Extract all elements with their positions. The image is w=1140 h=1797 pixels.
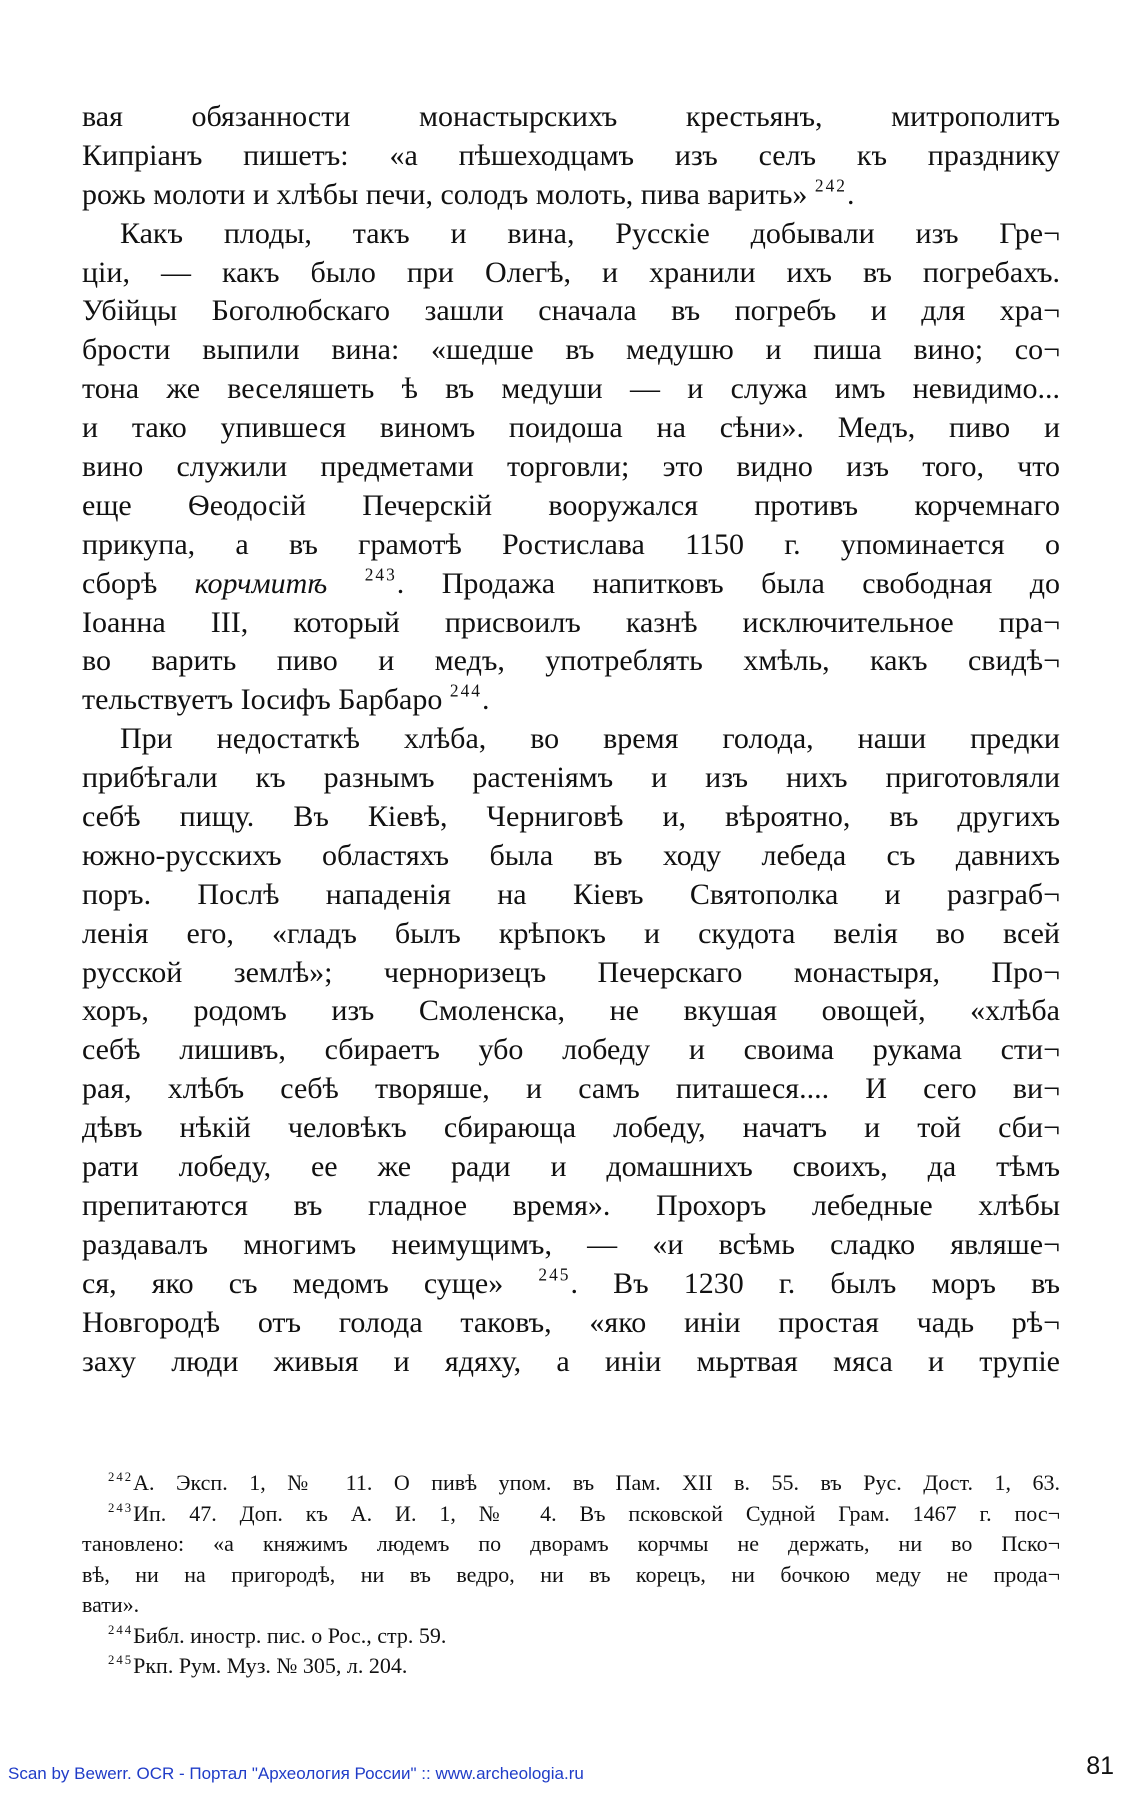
text-line: ціи, — какъ было при Олегѣ, и хранили ихъ въ погребахъ. xyxy=(82,255,1060,289)
footnote-number: 242 xyxy=(108,1469,134,1484)
text-line: поръ. Послѣ нападенія на Кіевъ Святополка и разграб¬ xyxy=(82,877,1060,911)
footnote-line: вѣ, ни на пригородѣ, ни въ ведро, ни въ корецъ, ни бочкою меду не прода¬ xyxy=(82,1561,1060,1587)
text-line: себѣ пищу. Въ Кіевѣ, Черниговѣ и, вѣроятно, въ другихъ xyxy=(82,800,1060,834)
text-line: себѣ лишивъ, сбираетъ убо лобеду и своима рукама сти¬ xyxy=(82,1033,1060,1067)
text-line: прибѣгали къ разнымъ растеніямъ и изъ нихъ приготовляли xyxy=(82,761,1060,795)
text-line: Кипріанъ пишетъ: «а пѣшеходцамъ изъ селъ къ празднику xyxy=(82,138,1060,172)
text-line: При недостаткѣ хлѣба, во время голода, наши предки xyxy=(120,722,1060,756)
text-line: рая, хлѣбъ себѣ творяше, и самъ питашеся.... И сего ви¬ xyxy=(82,1072,1060,1106)
footnote-242: $^{242}$А. Эксп. 1, № 11. О пивѣ упом. въ Пам. XII в. 55. въ Рус. Дост. 1, 63. xyxy=(108,1469,1060,1495)
footnote-244: $^{244}$Библ. иностр. пис. о Рос., стр. 59. xyxy=(108,1622,447,1648)
italic-term: корчмитѣ xyxy=(194,566,328,600)
footnotes xyxy=(82,1468,1060,1682)
text-line: Убійцы Боголюбскаго зашли сначала въ погребъ и для хра¬ xyxy=(82,294,1060,328)
text-line: дѣвъ нѣкій человѣкъ сбирающа лобеду, начатъ и той сби¬ xyxy=(82,1111,1060,1145)
text-line: ленія его, «гладъ былъ крѣпокъ и скудота велія во всей xyxy=(82,916,1060,950)
text-line: южно-русскихъ областяхъ была въ ходу лебеда съ давнихъ xyxy=(82,838,1060,872)
footnote-ref-244: 244 xyxy=(449,680,482,701)
footnote-243: $^{243}$Ип. 47. Доп. къ А. И. 1, № 4. Въ псковской Судной Грам. 1467 г. пос¬ xyxy=(108,1500,1060,1526)
text-line: во варить пиво и медъ, употреблять хмѣль, какъ свидѣ¬ xyxy=(82,644,1060,678)
footnote-number: 243 xyxy=(108,1500,134,1515)
text-line: Новгородѣ отъ голода таковъ, «яко иніи простая чадь рѣ¬ xyxy=(82,1305,1060,1339)
text-line: прикупа, а въ грамотѣ Ростислава 1150 г. упоминается о xyxy=(82,527,1060,561)
text-line: препитаются въ гладное время». Прохоръ лебедные хлѣбы xyxy=(82,1188,1060,1222)
footnote-245: $^{245}$Ркп. Рум. Муз. № 305, л. 204. xyxy=(108,1652,408,1678)
text-line: Іоанна III, который присвоилъ казнѣ исключительное пра¬ xyxy=(82,605,1060,639)
footnote-ref-242: 242 xyxy=(814,175,847,196)
text-line: и тако упившеся виномъ поидоша на сѣни». Медъ, пиво и xyxy=(82,411,1060,445)
text-line: сборѣ корчмитѣ $^{243}$. Продажа напитковъ была свободная до xyxy=(82,564,1060,600)
text-line: вино служили предметами торговли; это видно изъ того, что xyxy=(82,450,1060,484)
text-line: Какъ плоды, такъ и вина, Русскіе добывали изъ Гре¬ xyxy=(120,216,1060,250)
text-line: рожь молоти и хлѣбы печи, солодъ молоть, пива варить» $^{242}$. xyxy=(82,175,855,211)
footnote-ref-245: 245 xyxy=(538,1264,571,1285)
text-line: ся, яко съ медомъ суще» $^{245}$. Въ 1230 г. былъ моръ въ xyxy=(82,1264,1061,1300)
text-line: рати лобеду, ее же ради и домашнихъ своихъ, да тѣмъ xyxy=(82,1150,1060,1184)
text-line: раздавалъ многимъ неимущимъ, — «и всѣмь сладко являше¬ xyxy=(82,1227,1060,1261)
page-number: 81 xyxy=(1086,1752,1114,1780)
text-line: вая обязанности монастырскихъ крестьянъ, митрополитъ xyxy=(82,100,1060,133)
scan-credit-link[interactable]: Scan by Bewerr. OCR - Портал "Археология России" :: www.archeologia.ru xyxy=(8,1764,584,1783)
text-line: русской землѣ»; черноризецъ Печерскаго монастыря, Про¬ xyxy=(82,955,1060,989)
footnote-line: тановлено: «а княжимъ людемъ по дворамъ корчмы не держать, ни во Пско¬ xyxy=(82,1531,1060,1556)
text-line: тона же веселяшеть ѣ въ медуши — и служа имъ невидимо... xyxy=(82,372,1060,406)
text-line: брости выпили вина: «шедше въ медушю и пиша вино; со¬ xyxy=(82,333,1060,367)
footnote-ref-243: 243 xyxy=(364,564,397,585)
text-line: тельствуетъ Іосифъ Барбаро $^{244}$. xyxy=(82,680,490,717)
main-text xyxy=(82,98,1060,1381)
footnote-line: вати». xyxy=(82,1592,140,1617)
footnote-number: 245 xyxy=(108,1652,134,1667)
text-line: еще Ѳеодосій Печерскій вооружался противъ корчемнаго xyxy=(82,488,1060,522)
text-line: хоръ, родомъ изъ Смоленска, не вкушая овощей, «хлѣба xyxy=(82,994,1060,1028)
footnote-number: 244 xyxy=(108,1622,134,1637)
text-line: заху люди живыя и ядяху, а иніи мьртвая мяса и трупіе xyxy=(82,1344,1060,1378)
